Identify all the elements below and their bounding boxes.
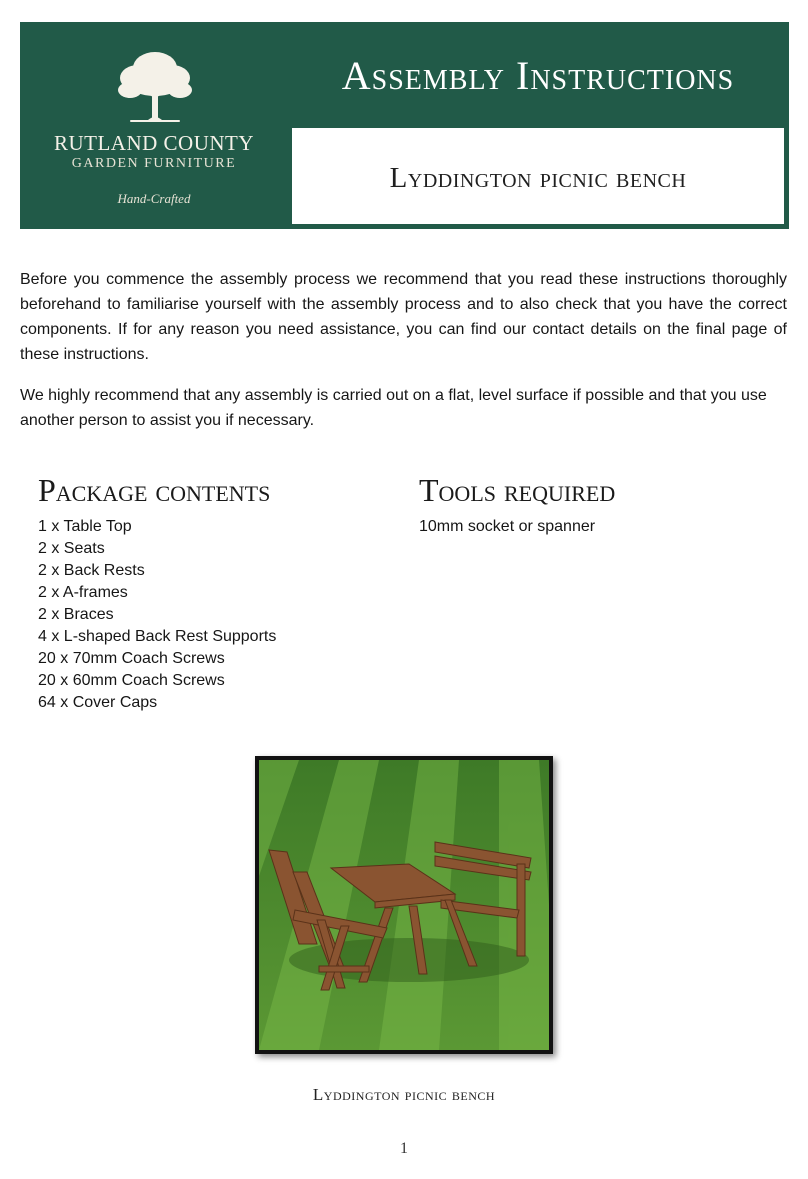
photo-caption: Lyddington picnic bench — [312, 1085, 496, 1104]
brand-logo — [20, 22, 288, 229]
tools-required-list — [419, 516, 595, 538]
list-item: 2 x Back Rests — [38, 562, 145, 579]
product-photo — [255, 756, 553, 1054]
list-item: 20 x 60mm Coach Screws — [38, 672, 225, 689]
brand-name: RUTLAND COUNTY — [53, 131, 255, 155]
package-contents-heading: Package contents — [38, 472, 271, 508]
list-item: 4 x L-shaped Back Rest Supports — [38, 628, 277, 645]
list-item: 2 x A-frames — [38, 584, 128, 601]
intro-paragraph-1: Before you commence the assembly process we recommend that you read these instructions thoroughly beforehand to familiarise yourself with the assembly process and to also check that you have the correct components. If for any reason you need assistance, you can find our contact details on the final page of these instructions. — [20, 271, 787, 363]
package-contents-list — [38, 516, 276, 714]
header-banner — [20, 22, 789, 229]
list-item: 10mm socket or spanner — [419, 518, 596, 535]
tools-required-heading: Tools required — [419, 472, 616, 508]
list-item: 64 x Cover Caps — [38, 694, 158, 711]
brand-subtitle: GARDEN FURNITURE — [71, 156, 237, 171]
list-item: 2 x Braces — [38, 606, 114, 623]
list-item: 20 x 70mm Coach Screws — [38, 650, 225, 667]
brand-tagline: Hand-Crafted — [117, 191, 191, 206]
product-title: Lyddington picnic bench — [389, 162, 687, 194]
intro-paragraph-2: We highly recommend that any assembly is carried out on a flat, level surface if possible and that you use another person to assist you if necessary. — [20, 387, 767, 429]
picnic-bench-image — [259, 760, 549, 1050]
list-item: 1 x Table Top — [38, 518, 132, 535]
product-title-box — [292, 128, 784, 224]
document-title: Assembly Instructions — [341, 53, 735, 98]
page-number: 1 — [400, 1140, 408, 1157]
list-item: 2 x Seats — [38, 540, 105, 557]
oak-tree-icon — [110, 46, 200, 126]
